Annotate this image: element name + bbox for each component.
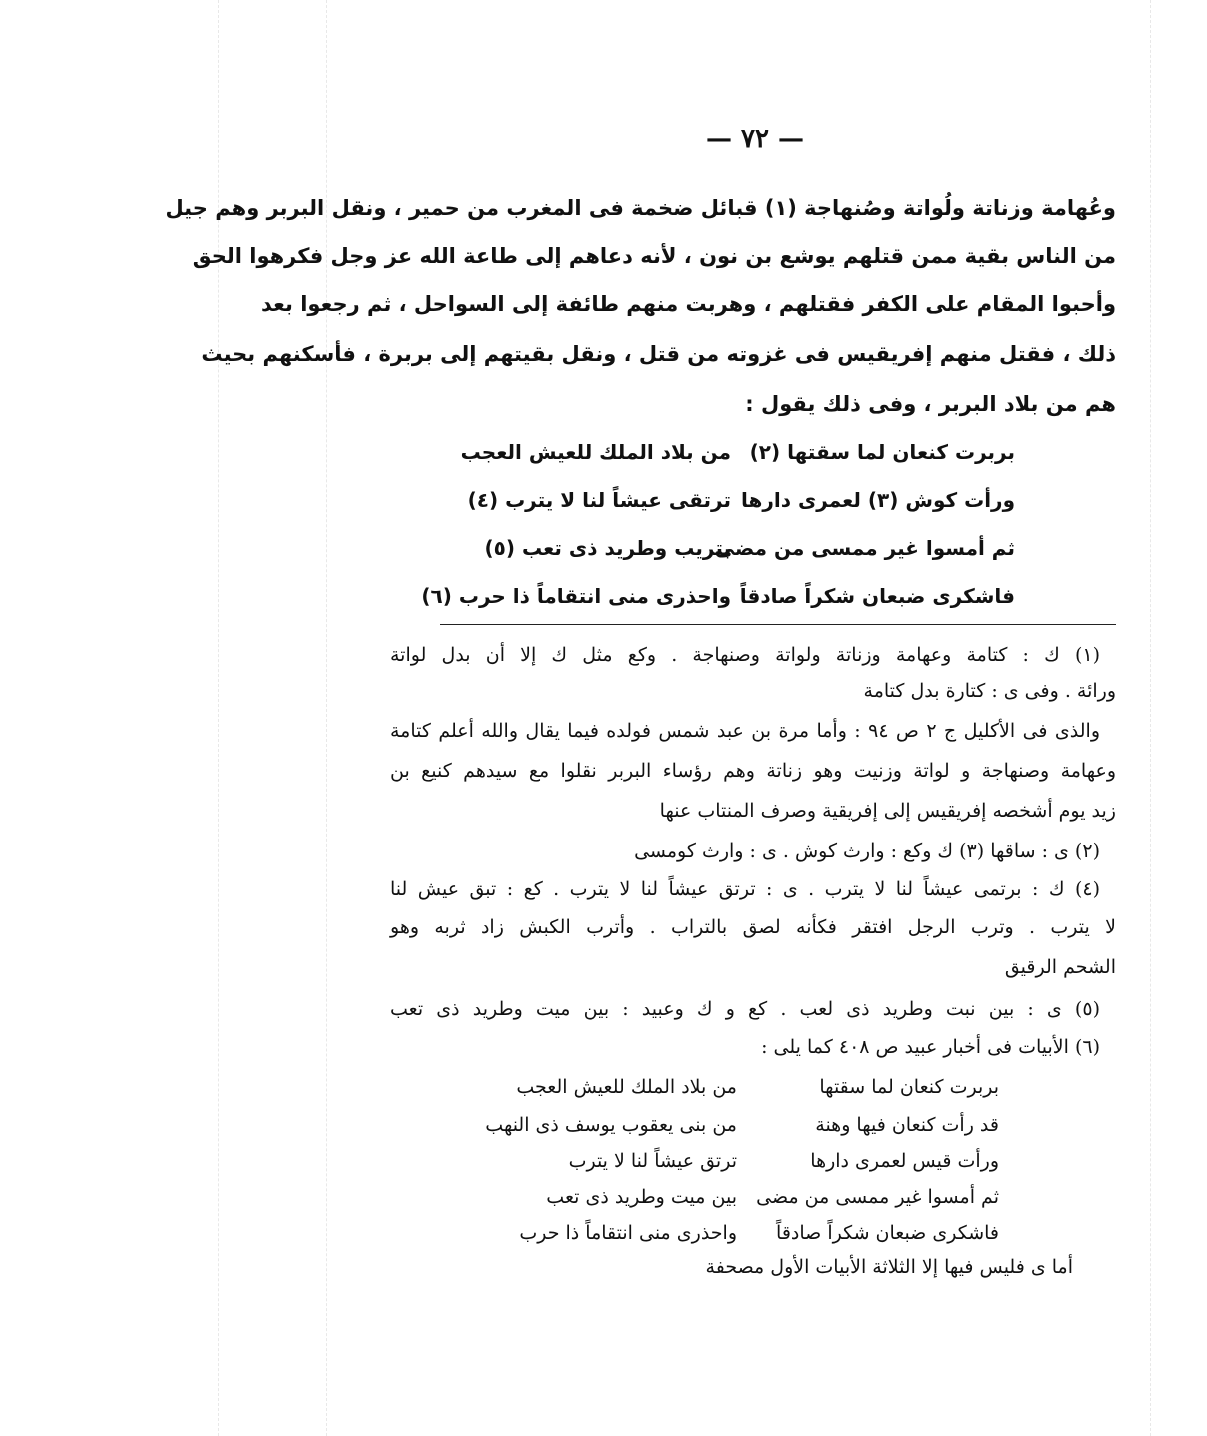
footnote-verse-second: ترتق عيشاً لنا لا يترب [568,1150,737,1172]
footnote-final-line: أما ى فليس فيها إلا الثلاثة الأبيات الأول مصحفة [705,1256,1073,1278]
footnote-line: (٢) ى : ساقها (٣) ك وكع : وارث كوش . ى : وارث كومسى [634,840,1100,862]
footnote-line: زيد يوم أشخصه إفريقيس إلى إفريقية وصرف المنتاب عنها [659,800,1116,822]
verse-second-hemistich: واحذرى منى انتقاماً ذا حرب (٦) [421,584,731,608]
footnote-line: ورائة . وفى ى : كتارة بدل كتامة [863,680,1116,702]
footnote-verse-second: بين ميت وطريد ذى تعب [546,1186,737,1208]
body-line: من الناس بقية ممن قتلهم يوشع بن نون ، لأنه دعاهم إلى طاعة الله عز وجل فكرهوا الحق [192,244,1116,268]
verse-second-hemistich: من بلاد الملك للعيش العجب [460,440,731,464]
scan-artifact-line [1150,0,1151,1436]
footnote-line: (١) ك : كتامة وعهامة وزناتة ولواتة وصنهاجة . وكع مثل ك إلا أن بدل لواتة [390,644,1100,666]
verse-first-hemistich: ثم أمسوا غير ممسى من مضى [714,536,1015,560]
body-line: وعُهامة وزناتة ولُواتة وصُنهاجة (١) قبائل ضخمة فى المغرب من حمير ، ونقل البربر وهم جيل [165,196,1116,220]
body-line: وأحبوا المقام على الكفر فقتلهم ، وهربت منهم طائفة إلى السواحل ، ثم رجعوا بعد [261,292,1116,316]
footnote-line: لا يترب . وترب الرجل افتقر فكأنه لصق بالتراب . وأترب الكبش زاد ثربه وهو [390,916,1116,938]
verse-first-hemistich: فاشكرى ضبعان شكراً صادقاً [739,584,1015,608]
footnote-verse-first: فاشكرى ضبعان شكراً صادقاً [776,1222,999,1244]
footnote-line: (٤) ك : برتمى عيشاً لنا لا يترب . ى : ترتق عيشاً لنا لا يترب . كع : تبق عيش لنا [390,878,1100,900]
footnote-verse-first: بربرت كنعان لما سقتها [819,1076,999,1098]
footnote-verse-first: ثم أمسوا غير ممسى من مضى [756,1186,999,1208]
verse-first-hemistich: ورأت كوش (٣) لعمرى دارها [740,488,1015,512]
footnote-separator [440,624,1116,625]
footnote-verse-second: من بلاد الملك للعيش العجب [516,1076,737,1098]
footnote-line: (٦) الأبيات فى أخبار عبيد ص ٤٠٨ كما يلى : [761,1036,1100,1058]
verse-second-hemistich: بتريب وطريد ذى تعب (٥) [484,536,731,560]
verse-first-hemistich: بربرت كنعان لما سقتها (٢) [749,440,1015,464]
footnote-line: (٥) ى : بين نبت وطريد ذى لعب . كع و ك وعبيد : بين ميت وطريد ذى تعب [390,998,1100,1020]
page-number: — ٧٢ — [705,124,805,154]
body-line: ذلك ، فقتل منهم إفريقيس فى غزوته من قتل ، ونقل بقيتهم إلى بربرة ، فأسكنهم بحيث [201,342,1116,366]
footnote-verse-first: قد رأت كنعان فيها وهنة [815,1114,999,1136]
footnote-line: وعهامة وصنهاجة و لواتة وزنيت وهو زناتة وهم رؤساء البربر نقلوا مع سيدهم كنيع بن [390,760,1116,782]
footnote-verse-first: ورأت قيس لعمرى دارها [810,1150,999,1172]
footnote-line: والذى فى الأكليل ج ٢ ص ٩٤ : وأما مرة بن عبد شمس فولده فيما يقال والله أعلم كتامة [390,720,1100,742]
footnote-line: الشحم الرقيق [1004,956,1116,978]
verse-second-hemistich: ترتقى عيشاً لنا لا يترب (٤) [467,488,731,512]
body-line: هم من بلاد البربر ، وفى ذلك يقول : [745,392,1116,416]
footnote-verse-second: من بنى يعقوب يوسف ذى النهب [485,1114,737,1136]
footnote-verse-second: واحذرى منى انتقاماً ذا حرب [519,1222,737,1244]
